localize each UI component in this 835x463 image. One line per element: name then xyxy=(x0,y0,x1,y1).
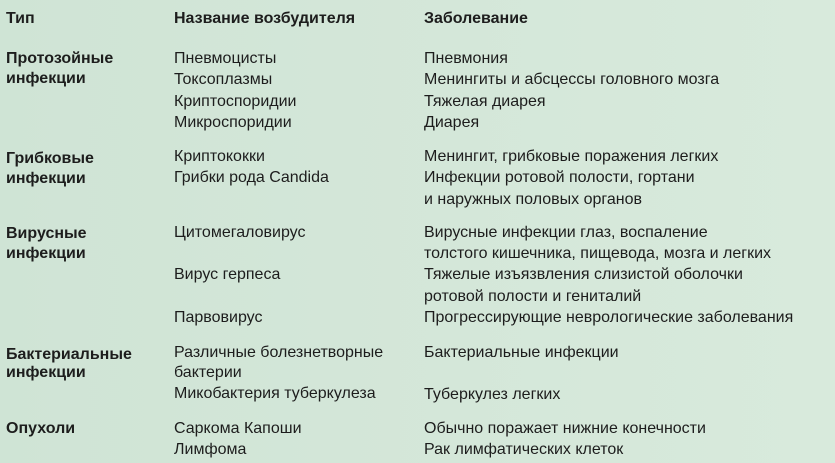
disease-text: Менингит, грибковые поражения легких xyxy=(424,148,719,165)
disease-text: ротовой полости и гениталий xyxy=(424,288,642,305)
pathogen-name: Парвовирус xyxy=(174,309,263,326)
disease-text: Пневмония xyxy=(424,50,508,67)
disease-text: Бактериальные инфекции xyxy=(424,344,619,361)
header-disease: Заболевание xyxy=(424,10,528,27)
pathogen-name: Различные болезнетворные xyxy=(174,344,384,361)
pathogen-name: Лимфома xyxy=(174,441,247,458)
disease-text: Менингиты и абсцессы головного мозга xyxy=(424,71,720,88)
type-label: Вирусные xyxy=(6,225,87,242)
header-type: Тип xyxy=(6,10,35,27)
disease-text: и наружных половых органов xyxy=(424,191,642,208)
disease-text: Тяжелая диарея xyxy=(424,93,546,110)
pathogen-name: Цитомегаловирус xyxy=(174,224,306,241)
pathogen-name: Микроспоридии xyxy=(174,114,292,131)
disease-text: толстого кишечника, пищевода, мозга и легких xyxy=(424,245,772,262)
type-label: инфекции xyxy=(6,245,86,262)
disease-text: Прогрессирующие неврологические заболевания xyxy=(424,309,794,326)
pathogen-name: Криптоспоридии xyxy=(174,93,297,110)
pathogen-name: Токсоплазмы xyxy=(174,71,273,88)
type-label: инфекции xyxy=(6,170,86,187)
disease-text: Диарея xyxy=(424,114,480,131)
disease-text: Туберкулез легких xyxy=(424,386,561,403)
disease-text: Рак лимфатических клеток xyxy=(424,441,624,458)
pathogen-name: бактерии xyxy=(174,364,242,381)
pathogen-name: Пневмоцисты xyxy=(174,50,277,67)
type-label: инфекции xyxy=(6,364,86,381)
pathogen-name: Микобактерия туберкулеза xyxy=(174,385,376,402)
header-pathogen: Название возбудителя xyxy=(174,10,356,27)
pathogen-name: Криптококки xyxy=(174,148,265,165)
disease-text: Вирусные инфекции глаз, воспаление xyxy=(424,224,708,241)
type-label: Грибковые xyxy=(6,150,94,167)
disease-text: Обычно поражает нижние конечности xyxy=(424,420,706,437)
pathogen-name: Саркома Капоши xyxy=(174,420,302,437)
disease-text: Тяжелые изъязвления слизистой оболочки xyxy=(424,266,743,283)
type-label: Бактериальные xyxy=(6,346,132,363)
type-label: Протозойные xyxy=(6,50,114,67)
type-label: инфекции xyxy=(6,70,86,87)
pathogen-name: Грибки рода Candida xyxy=(174,169,329,186)
disease-text: Инфекции ротовой полости, гортани xyxy=(424,169,695,186)
pathogen-name: Вирус герпеса xyxy=(174,266,281,283)
type-label: Опухоли xyxy=(6,420,76,437)
